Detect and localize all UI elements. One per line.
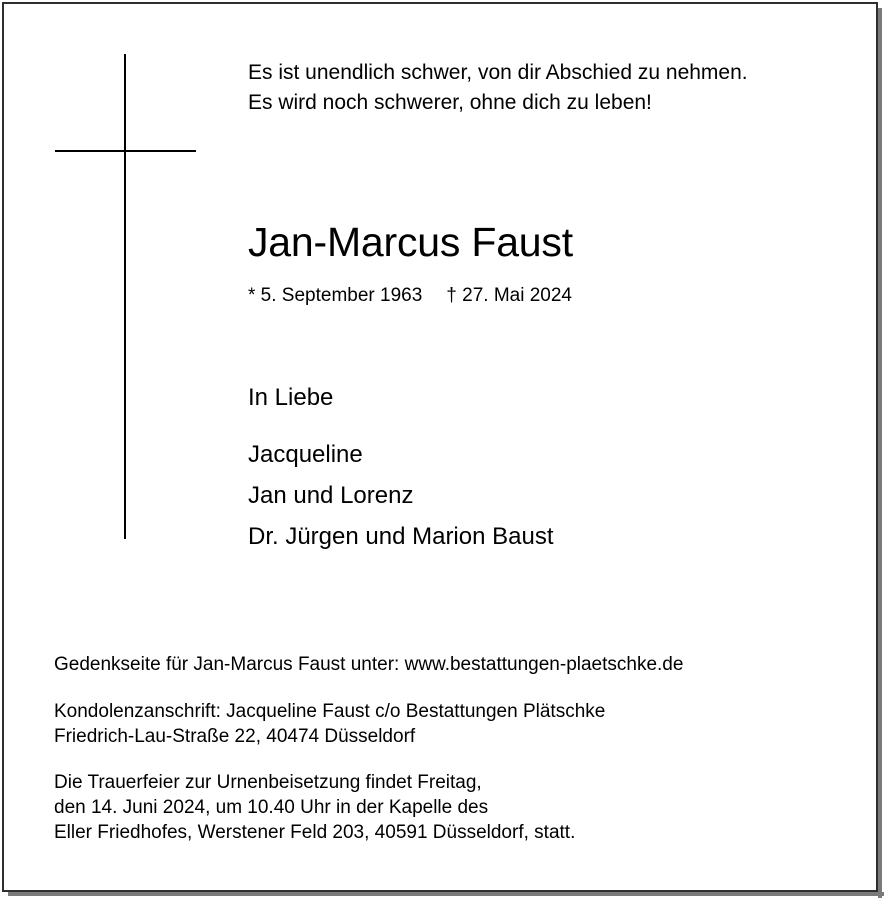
birth-date: * 5. September 1963 [248, 285, 423, 306]
deceased-name: Jan-Marcus Faust [248, 219, 573, 265]
mourners-list [248, 434, 554, 557]
cross-icon-vertical-beam [124, 54, 126, 539]
mourner-name: Dr. Jürgen und Marion Baust [248, 523, 554, 550]
farewell-quote [248, 58, 748, 118]
quote-line-2: Es wird noch schwerer, ohne dich zu leben! [248, 91, 652, 114]
condolence-address [54, 699, 605, 749]
condolence-line: Friedrich-Lau-Straße 22, 40474 Düsseldorf [54, 726, 416, 747]
death-date: † 27. Mai 2024 [446, 285, 572, 306]
cross-icon-horizontal-beam [55, 150, 196, 152]
ceremony-line: den 14. Juni 2024, um 10.40 Uhr in der Kapelle des [54, 797, 489, 818]
funeral-ceremony-details [54, 770, 575, 845]
mourners-intro: In Liebe [248, 384, 334, 411]
memorial-page-note: Gedenkseite für Jan-Marcus Faust unter: www.bestattungen-plaetschke.de [54, 654, 684, 675]
mourner-name: Jacqueline [248, 441, 363, 468]
life-dates [248, 286, 572, 305]
ceremony-line: Die Trauerfeier zur Urnenbeisetzung findet Freitag, [54, 772, 482, 793]
mourner-name: Jan und Lorenz [248, 482, 414, 509]
quote-line-1: Es ist unendlich schwer, von dir Abschied zu nehmen. [248, 61, 748, 84]
ceremony-line: Eller Friedhofes, Werstener Feld 203, 40591 Düsseldorf, statt. [54, 822, 576, 843]
condolence-line: Kondolenzanschrift: Jacqueline Faust c/o Bestattungen Plätschke [54, 701, 606, 722]
